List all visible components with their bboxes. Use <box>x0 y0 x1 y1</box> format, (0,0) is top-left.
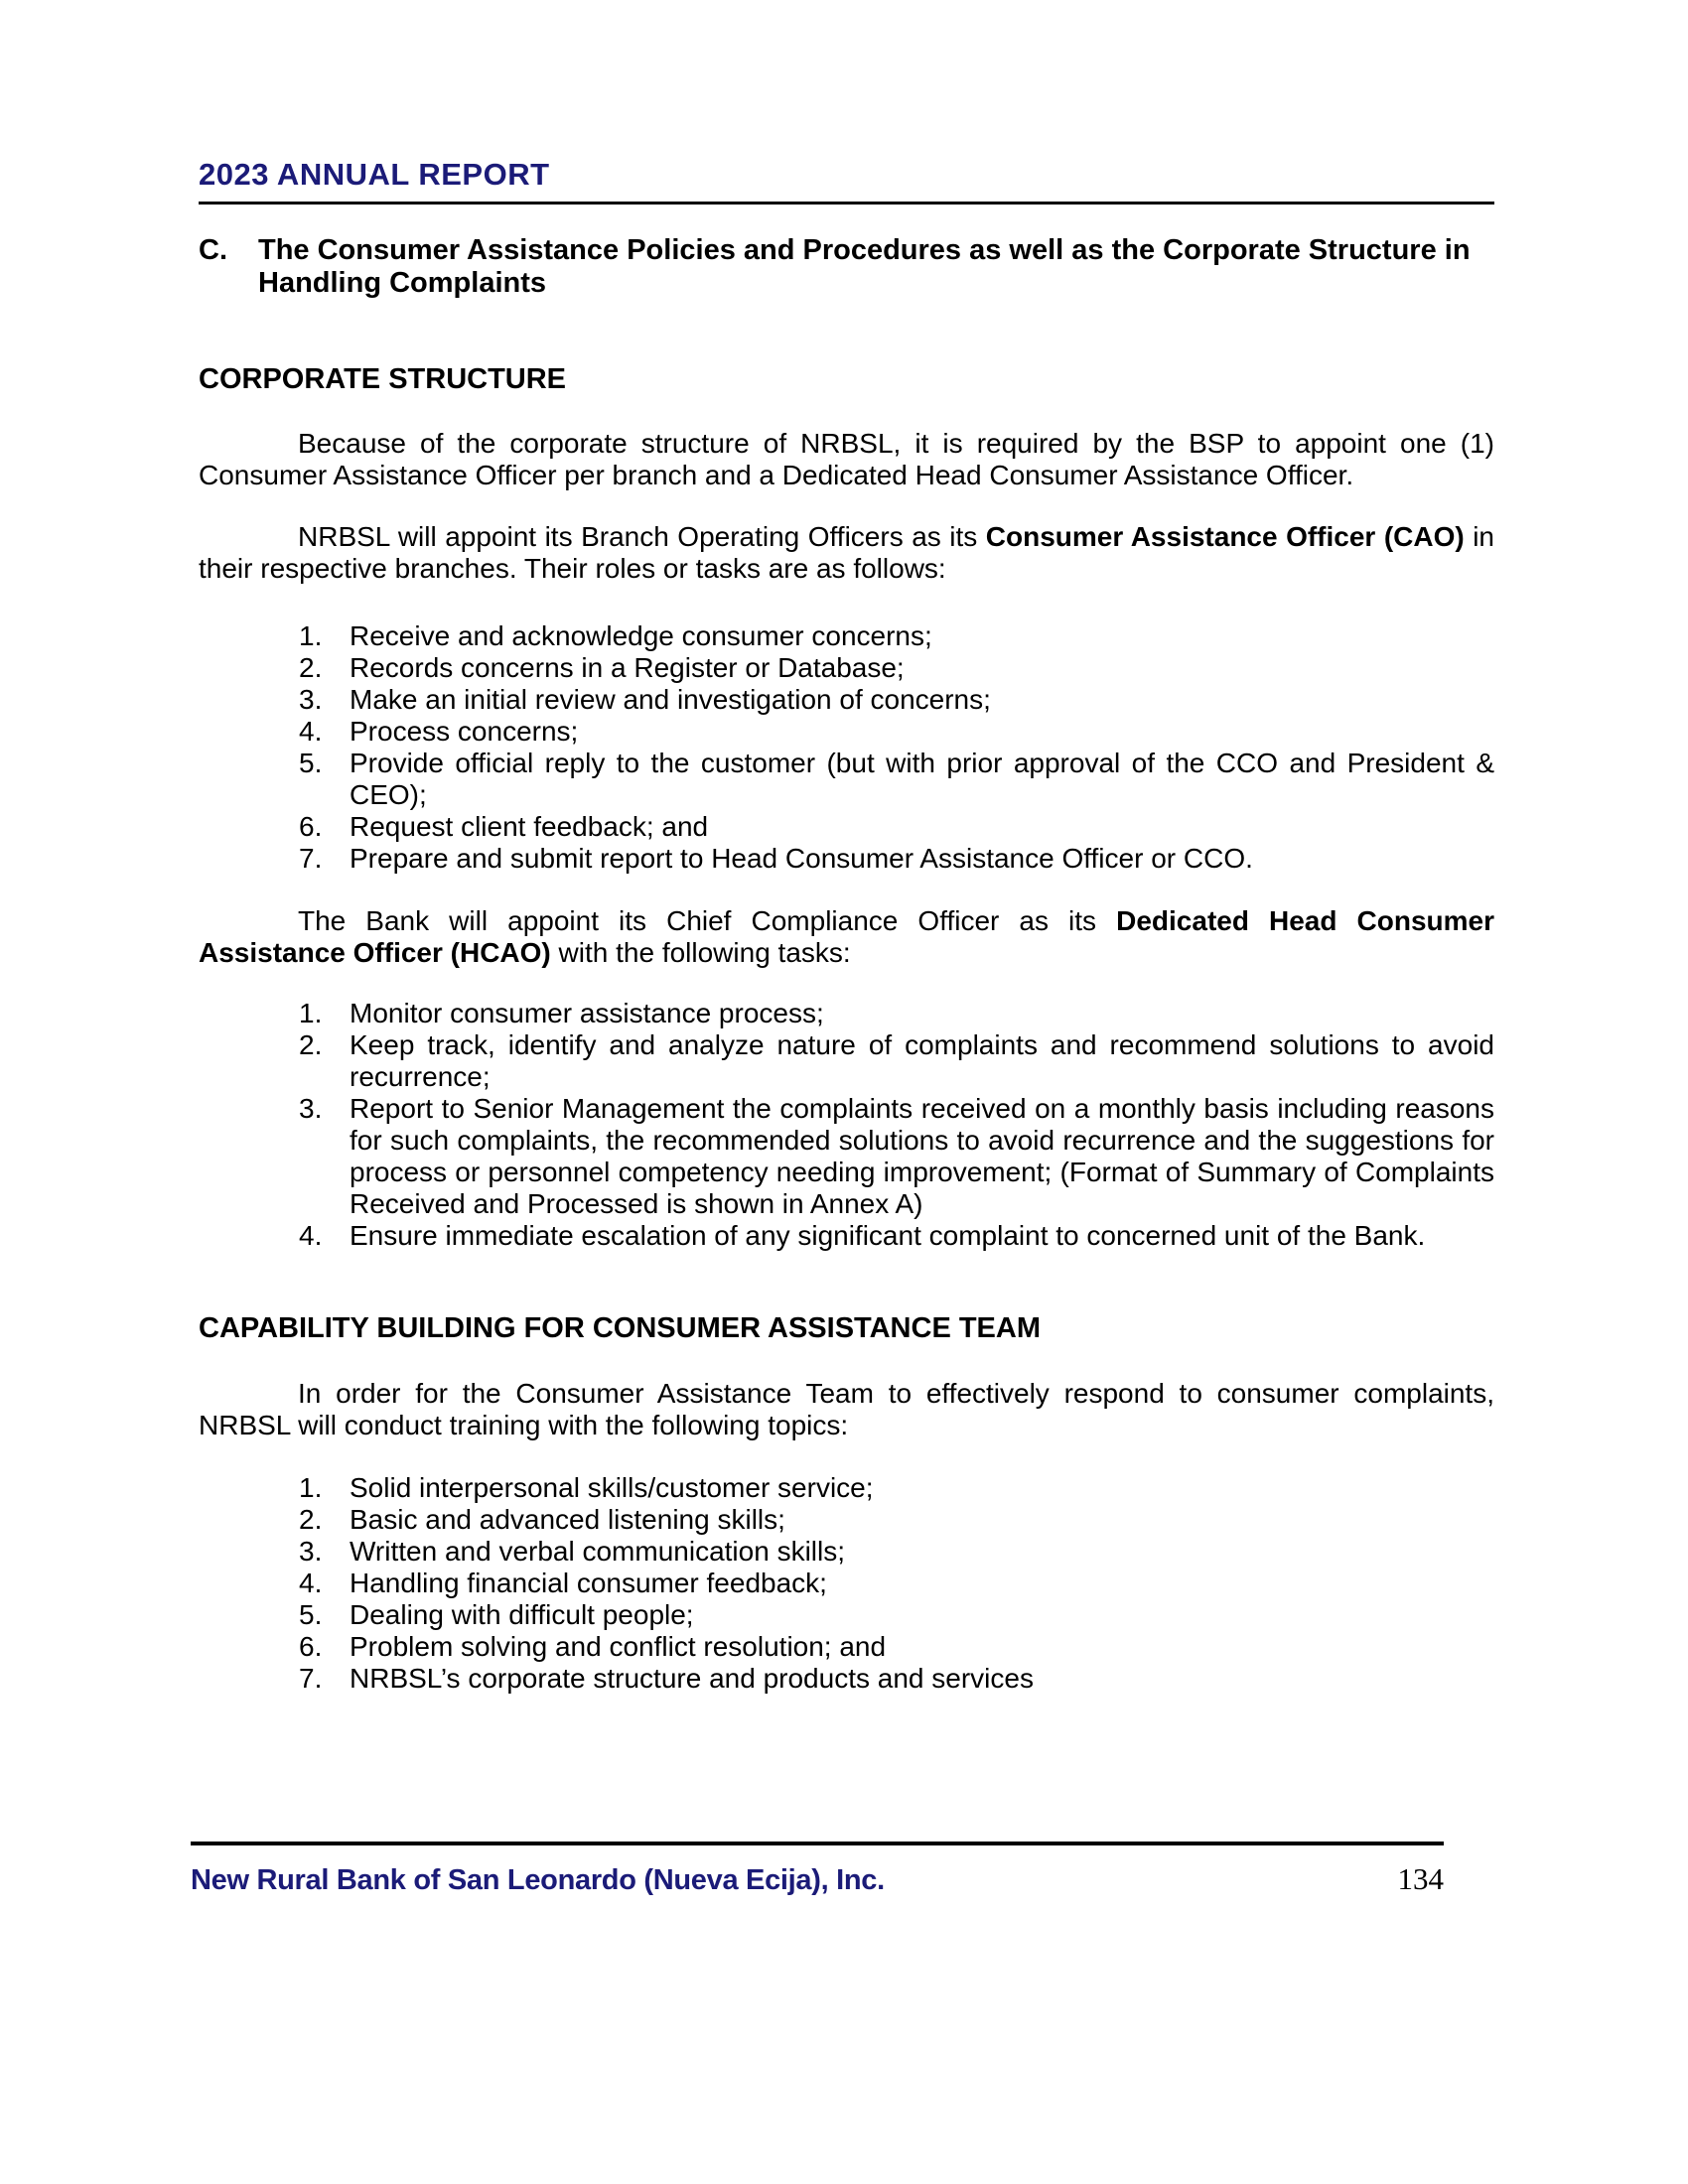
page-footer <box>191 1842 1444 1897</box>
list-item <box>199 1568 1494 1599</box>
list-item-text: Ensure immediate escalation of any significant complaint to concerned unit of the Bank. <box>350 1220 1426 1251</box>
hcao-intro-post: with the following tasks: <box>550 937 851 968</box>
cao-intro-paragraph <box>199 521 1494 585</box>
training-intro-paragraph: In order for the Consumer Assistance Team to effectively respond to consumer complaints, NRBSL will conduct training with the following topics: <box>199 1378 1494 1440</box>
list-item-number: 2. <box>299 1504 323 1535</box>
list-item <box>199 1472 1494 1504</box>
list-item <box>199 1220 1494 1252</box>
list-item-number: 5. <box>299 1599 323 1630</box>
list-item-number: 2. <box>299 1029 323 1060</box>
section-c-label: C. <box>199 234 227 266</box>
list-item-text: Records concerns in a Register or Database; <box>350 652 905 683</box>
list-item-text: Monitor consumer assistance process; <box>350 998 824 1028</box>
list-item-number: 6. <box>299 811 323 842</box>
list-item-number: 7. <box>299 843 323 874</box>
list-item-number: 6. <box>299 1631 323 1662</box>
list-item <box>199 1536 1494 1568</box>
list-item <box>199 1631 1494 1663</box>
section-c-text: The Consumer Assistance Policies and Procedures as well as the Corporate Structure in Handling Complaints <box>258 234 1471 299</box>
section-c-heading <box>199 234 1494 300</box>
list-item-text: Process concerns; <box>350 716 579 747</box>
list-item-number: 3. <box>299 1093 323 1124</box>
hcao-intro-bold: Dedicated Head Consumer Assistance Officer (HCAO) <box>199 905 1494 968</box>
list-item <box>199 811 1494 843</box>
corporate-structure-intro-paragraph: Because of the corporate structure of NRBSL, it is required by the BSP to appoint one (1) Consumer Assistance Officer per branch and a Dedicated Head Consumer Assistance Officer. <box>199 428 1494 490</box>
list-item-text: Provide official reply to the customer (but with prior approval of the CCO and President & CEO); <box>350 748 1494 810</box>
list-item-text: NRBSL’s corporate structure and products and services <box>350 1663 1034 1694</box>
hcao-intro-paragraph <box>199 905 1494 969</box>
list-item-text: Report to Senior Management the complaints received on a monthly basis including reasons for such complaints, the recommended solutions to avoid recurrence and the suggestions for process or personnel competency needing improvement; (Format of Summary of Complaints Received and Processed is shown in Annex A) <box>350 1093 1494 1219</box>
list-item-number: 2. <box>299 652 323 683</box>
capability-building-heading: CAPABILITY BUILDING FOR CONSUMER ASSISTANCE TEAM <box>199 1312 1041 1344</box>
list-item-text: Problem solving and conflict resolution; and <box>350 1631 887 1662</box>
list-item <box>199 1504 1494 1536</box>
footer-bank-name: New Rural Bank of San Leonardo (Nueva Ecija), Inc. <box>191 1864 885 1896</box>
list-item-number: 4. <box>299 1220 323 1251</box>
list-item-number: 1. <box>299 1472 323 1503</box>
list-item <box>199 620 1494 652</box>
list-item-number: 7. <box>299 1663 323 1694</box>
cao-intro-bold: Consumer Assistance Officer (CAO) <box>985 521 1465 552</box>
list-item <box>199 684 1494 716</box>
hcao-intro-pre: The Bank will appoint its Chief Compliance Officer as its <box>298 905 1117 936</box>
footer-page-number: 134 <box>1397 1861 1444 1896</box>
list-item <box>199 1663 1494 1695</box>
list-item <box>199 1599 1494 1631</box>
hcao-task-list <box>199 998 1494 1252</box>
list-item-text: Solid interpersonal skills/customer service; <box>350 1472 874 1503</box>
cao-intro-post: in their respective branches. Their roles or tasks are as follows: <box>199 521 1494 584</box>
footer-row <box>191 1861 1444 1897</box>
list-item <box>199 652 1494 684</box>
list-item <box>199 998 1494 1029</box>
list-item-text: Written and verbal communication skills; <box>350 1536 846 1567</box>
cao-task-list <box>199 620 1494 875</box>
list-item-text: Receive and acknowledge consumer concerns; <box>350 620 932 651</box>
list-item-text: Request client feedback; and <box>350 811 709 842</box>
list-item-number: 1. <box>299 998 323 1028</box>
list-item-text: Handling financial consumer feedback; <box>350 1568 827 1598</box>
report-title: 2023 ANNUAL REPORT <box>199 157 550 192</box>
list-item <box>199 1029 1494 1093</box>
list-item-number: 5. <box>299 748 323 778</box>
list-item-number: 3. <box>299 1536 323 1567</box>
list-item-number: 4. <box>299 716 323 747</box>
list-item-text: Prepare and submit report to Head Consumer Assistance Officer or CCO. <box>350 843 1253 874</box>
list-item-number: 3. <box>299 684 323 715</box>
list-item <box>199 843 1494 875</box>
list-item-text: Dealing with difficult people; <box>350 1599 694 1630</box>
list-item-number: 1. <box>299 620 323 651</box>
list-item-text: Make an initial review and investigation of concerns; <box>350 684 991 715</box>
cao-intro-pre: NRBSL will appoint its Branch Operating Officers as its <box>298 521 986 552</box>
list-item <box>199 748 1494 811</box>
training-topic-list <box>199 1472 1494 1695</box>
list-item <box>199 1093 1494 1220</box>
list-item-text: Keep track, identify and analyze nature of complaints and recommend solutions to avoid recurrence; <box>350 1029 1494 1092</box>
list-item-number: 4. <box>299 1568 323 1598</box>
header-rule <box>199 202 1494 205</box>
list-item-text: Basic and advanced listening skills; <box>350 1504 785 1535</box>
corporate-structure-heading: CORPORATE STRUCTURE <box>199 363 567 395</box>
list-item <box>199 716 1494 748</box>
